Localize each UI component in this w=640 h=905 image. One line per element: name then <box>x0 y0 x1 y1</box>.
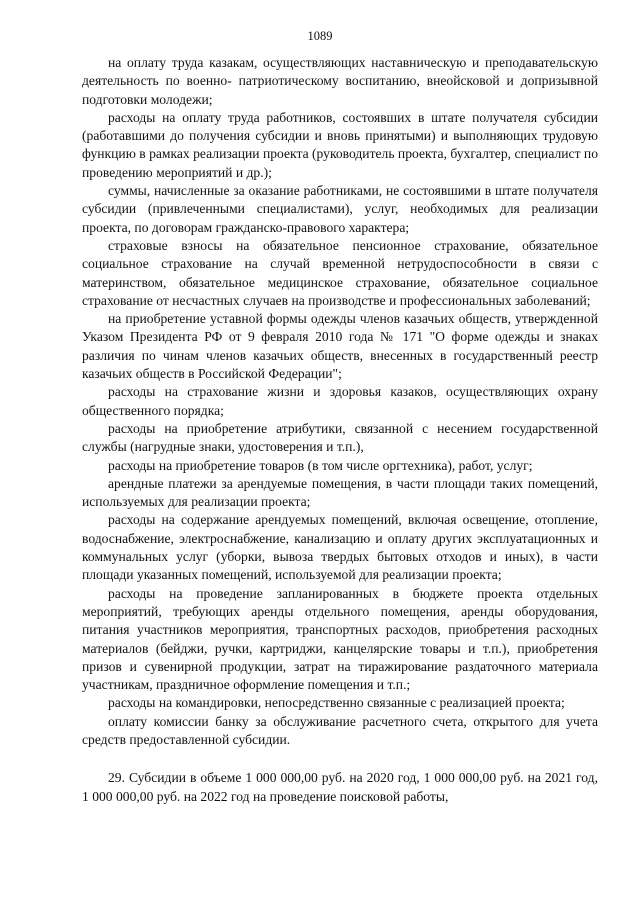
paragraph: расходы на проведение запланированных в бюджете проекта отдельных мероприятий, требующих аренды отдельного помещения, аренды оборудования, питания участников мероприятия, транспортных расходов, приобретения расходных материалов (бейджи, ручки, картриджи, канцелярские товары и т.п.), приобретения призов и сувенирной продукции, затрат на тиражирование раздаточного материала участникам, праздничное оформление помещения и т.п.; <box>82 585 598 693</box>
paragraph: суммы, начисленные за оказание работниками, не состоявшими в штате получателя субсидии (привлеченными специалистами), услуг, необходимых для реализации проекта, по договорам гражданско-правового характера; <box>82 183 598 235</box>
paragraph: расходы на приобретение атрибутики, связанной с несением государственной службы (нагрудные знаки, удостоверения и т.п.), <box>82 420 598 455</box>
paragraph: страховые взносы на обязательное пенсионное страхование, обязательное социальное страхование на случай временной нетрудоспособности в связи с материнством, обязательное медицинское страхование, обязательное социальное страхование от несчастных случаев на производстве и профессиональных заболеваний; <box>82 237 598 308</box>
paragraph: расходы на командировки, непосредственно связанные с реализацией проекта; <box>108 695 565 711</box>
numbered-clause-29: 29. Субсидии в объеме 1 000 000,00 руб. на 2020 год, 1 000 000,00 руб. на 2021 год, 1 000 000,00 руб. на 2022 год на проведение поисковой работы, <box>82 770 598 804</box>
document-body <box>82 54 598 806</box>
paragraph: арендные платежи за арендуемые помещения, в части площади таких помещений, используемых для реализации проекта; <box>82 475 598 510</box>
page-number: 1089 <box>307 29 333 43</box>
paragraph: расходы на приобретение товаров (в том числе оргтехника), работ, услуг; <box>108 457 533 473</box>
paragraph: на приобретение уставной формы одежды членов казачьих обществ, утвержденной Указом Президента РФ от 9 февраля 2010 года № 171 "О форме одежды и знаках различия по чинам членов казачьих обществ, внесенных в государственный реестр казачьих обществ в Российской Федерации"; <box>82 311 598 382</box>
paragraph: расходы на оплату труда работников, состоявших в штате получателя субсидии (работавшими до получения субсидии и вновь принятыми) и выполняющих трудовую функцию в рамках реализации проекта (руководитель проекта, бухгалтер, специалист по проведению мероприятий и др.); <box>82 109 598 180</box>
paragraph: расходы на содержание арендуемых помещений, включая освещение, отопление, водоснабжение, электроснабжение, канализацию и оплату других эксплуатационных и коммунальных услуг (уборки, вывоза твердых бытовых отходов и иных), в части площади указанных помещений, используемой для реализации проекта; <box>82 512 598 583</box>
paragraph: оплату комиссии банку за обслуживание расчетного счета, открытого для учета средств предоставленной субсидии. <box>82 713 598 747</box>
paragraph: на оплату труда казакам, осуществляющих наставническую и преподавательскую деятельность по военно- патриотическому воспитанию, внеойсковой и допризывной подготовки молодежи; <box>82 55 598 107</box>
paragraph: расходы на страхование жизни и здоровья казаков, осуществляющих охрану общественного порядка; <box>82 384 598 418</box>
